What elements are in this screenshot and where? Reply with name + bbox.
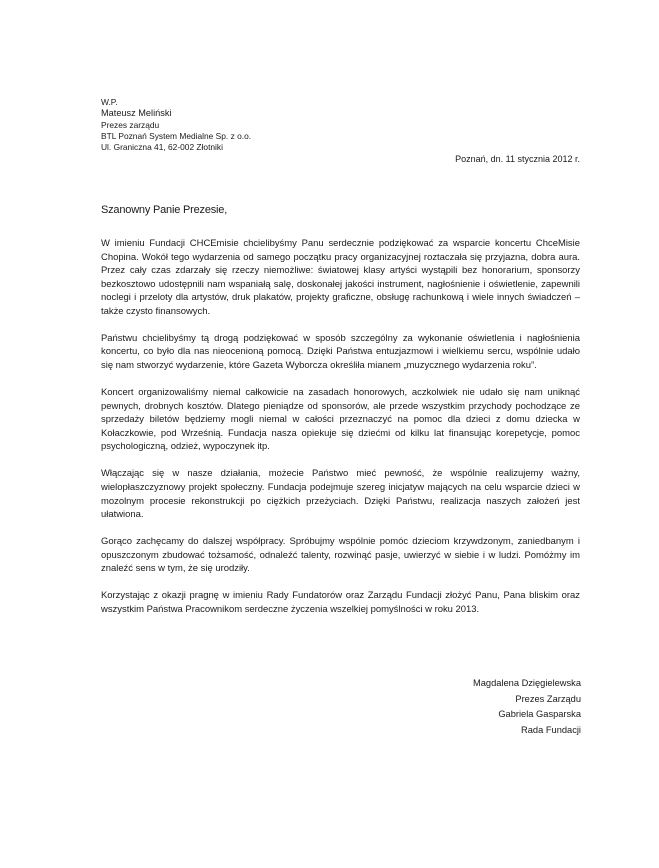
recipient-salutation-abbr: W.P.: [101, 97, 118, 107]
body-paragraph: Państwu chcielibyśmy tą drogą podziękować w sposób szczególny za wykonanie oświetlenia i nagłośnienia koncertu, co było dla nas nieocenioną pomocą. Dzięki Państwa entuzjazmowi i wielkiemu sercu, wspólnie udało się nam stworzyć wydarzenie, które Gazeta Wyborcza określiła mianem „muzycznego wydarzenia roku”.: [101, 332, 580, 371]
signature-block: [473, 676, 581, 738]
signer-title: Rada Fundacji: [521, 724, 581, 735]
signer-title: Prezes Zarządu: [515, 693, 581, 704]
body-paragraph: Włączając się w nasze działania, możecie Państwo mieć pewność, że wspólnie realizujemy ważny, wielopłaszczyznowy projekt społeczny. Fundacja podejmuje szereg inicjatyw mających na celu wsparcie dzieci w mozolnym procesie rekonstrukcji po ciężkich przeżyciach. Dzięki Państwu, realizacja naszych założeń jest ułatwiona.: [101, 468, 580, 521]
body-paragraph: Korzystając z okazji pragnę w imieniu Rady Fundatorów oraz Zarządu Fundacji złożyć Panu, Pana bliskim oraz wszystkim Państwa Pracownikom serdeczne życzenia wszelkiej pomyślności w roku 2013.: [101, 590, 580, 615]
signer-name: Gabriela Gasparska: [498, 709, 581, 719]
body-paragraph: Koncert organizowaliśmy niemal całkowicie na zasadach honorowych, aczkolwiek nie udało się nam uniknąć pewnych, drobnych kosztów. Dlatego pieniądze od sponsorów, ale przede wszystkim przychody pochodzące ze sprzedaży biletów będziemy mogli niemal w całości przeznaczyć na pomoc dla dzieci z domu dziecka w Kołaczkowie, pod Wrześnią. Fundacja nasza opiekuje się dziećmi od kilku lat finansując korepetycje, pomoc psychologiczną, odzież, wypoczynek itp.: [101, 387, 580, 453]
letter-body: [101, 237, 580, 630]
recipient-address: Ul. Graniczna 41, 62-002 Złotniki: [101, 142, 223, 153]
body-paragraph: W imieniu Fundacji CHCEmisie chcielibyśmy Panu serdecznie podziękować za wsparcie koncertu ChceMisie Chopina. Wokół tego wydarzenia od samego początku pracy organizacyjnej roztaczała się przyjazna, dobra aura. Przez cały czas zdarzały się rzeczy niemożliwe: światowej klasy artyści wystąpili bez honorarium, sponsorzy bezkosztowo udostępnili nam wspaniałą salę, doskonałej jakości instrument, nagłośnienie i oświetlenie, zapewnili noclegi i przeloty dla artystów, druk plakatów, projekty graficzne, obsługę rachunkową i wiele innych świadczeń – także czysto finansowych.: [101, 238, 580, 317]
salutation: Szanowny Panie Prezesie,: [101, 204, 228, 216]
body-paragraph: Gorąco zachęcamy do dalszej współpracy. Spróbujmy wspólnie pomóc dzieciom krzywdzonym, zaniedbanym i opuszczonym zbudować tożsamość, odnaleźć talenty, rozwinąć pasje, uwierzyć w siebie i w ludzi. Pomóżmy im znaleźć sens w tym, że się urodziły.: [101, 536, 580, 575]
signer-name: Magdalena Dzięgielewska: [472, 678, 581, 688]
date-line: Poznań, dn. 11 stycznia 2012 r.: [455, 154, 580, 164]
recipient-company: BTL Poznań System Medialne Sp. z o.o.: [101, 130, 252, 141]
recipient-block: [101, 97, 251, 153]
recipient-position: Prezes zarządu: [101, 119, 160, 130]
recipient-name: Mateusz Meliński: [101, 108, 172, 119]
